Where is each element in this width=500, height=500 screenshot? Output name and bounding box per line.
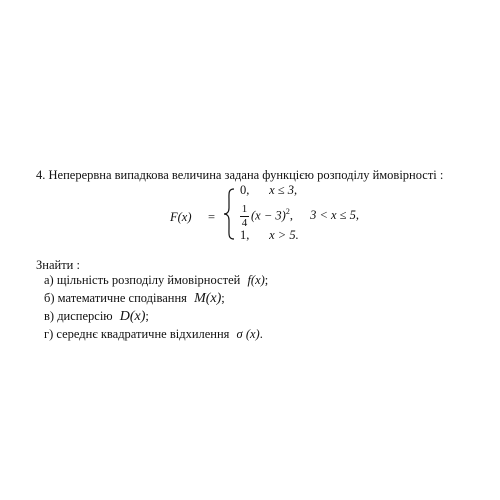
find-label: Знайти :	[36, 258, 80, 272]
problem-text: Неперервна випадкова величина задана функцією розподілу ймовірності :	[48, 168, 444, 182]
case-3-condition: x > 5.	[269, 228, 299, 242]
task-a-suffix: ;	[264, 273, 269, 287]
left-brace-icon	[222, 188, 236, 240]
case-1-value: 0,	[240, 183, 250, 197]
fraction-denominator: 4	[241, 217, 248, 229]
case-3-value: 1,	[240, 228, 250, 242]
task-a-label: а) щільність розподілу ймовірностей	[44, 273, 241, 287]
task-b-label: б) математичне сподівання	[44, 291, 187, 305]
task-d-suffix: .	[259, 327, 263, 341]
task-c-label: в) дисперсію	[44, 309, 113, 323]
fraction-numerator: 1	[241, 203, 248, 215]
case-2-condition: 3 < x ≤ 5,	[310, 208, 360, 223]
problem-statement	[36, 168, 443, 182]
distribution-function-formula	[170, 182, 390, 246]
task-c	[44, 309, 149, 325]
task-d-math: σ (x)	[236, 327, 260, 341]
problem-number: 4.	[36, 168, 46, 182]
task-b	[44, 291, 225, 307]
task-c-math: D(x)	[119, 309, 146, 324]
case-2-exponent: 2	[285, 207, 290, 217]
formula-equals: =	[208, 210, 216, 224]
task-b-suffix: ;	[221, 291, 225, 305]
task-a-math: f(x)	[247, 273, 265, 287]
task-b-math: M(x)	[194, 291, 222, 306]
formula-case-1	[240, 183, 297, 197]
task-d	[44, 327, 263, 341]
case-2-fraction	[240, 204, 249, 229]
task-a	[44, 273, 268, 287]
task-c-suffix: ;	[145, 309, 149, 323]
task-d-label: г) середнє квадратичне відхилення	[44, 327, 230, 341]
formula-case-2	[240, 204, 359, 229]
case-1-condition: x ≤ 3,	[269, 183, 298, 197]
formula-case-3	[240, 228, 299, 242]
case-2-expression: (x − 3)	[251, 208, 286, 223]
case-2-suffix: ,	[289, 208, 293, 223]
formula-lhs: F(x)	[170, 210, 192, 224]
